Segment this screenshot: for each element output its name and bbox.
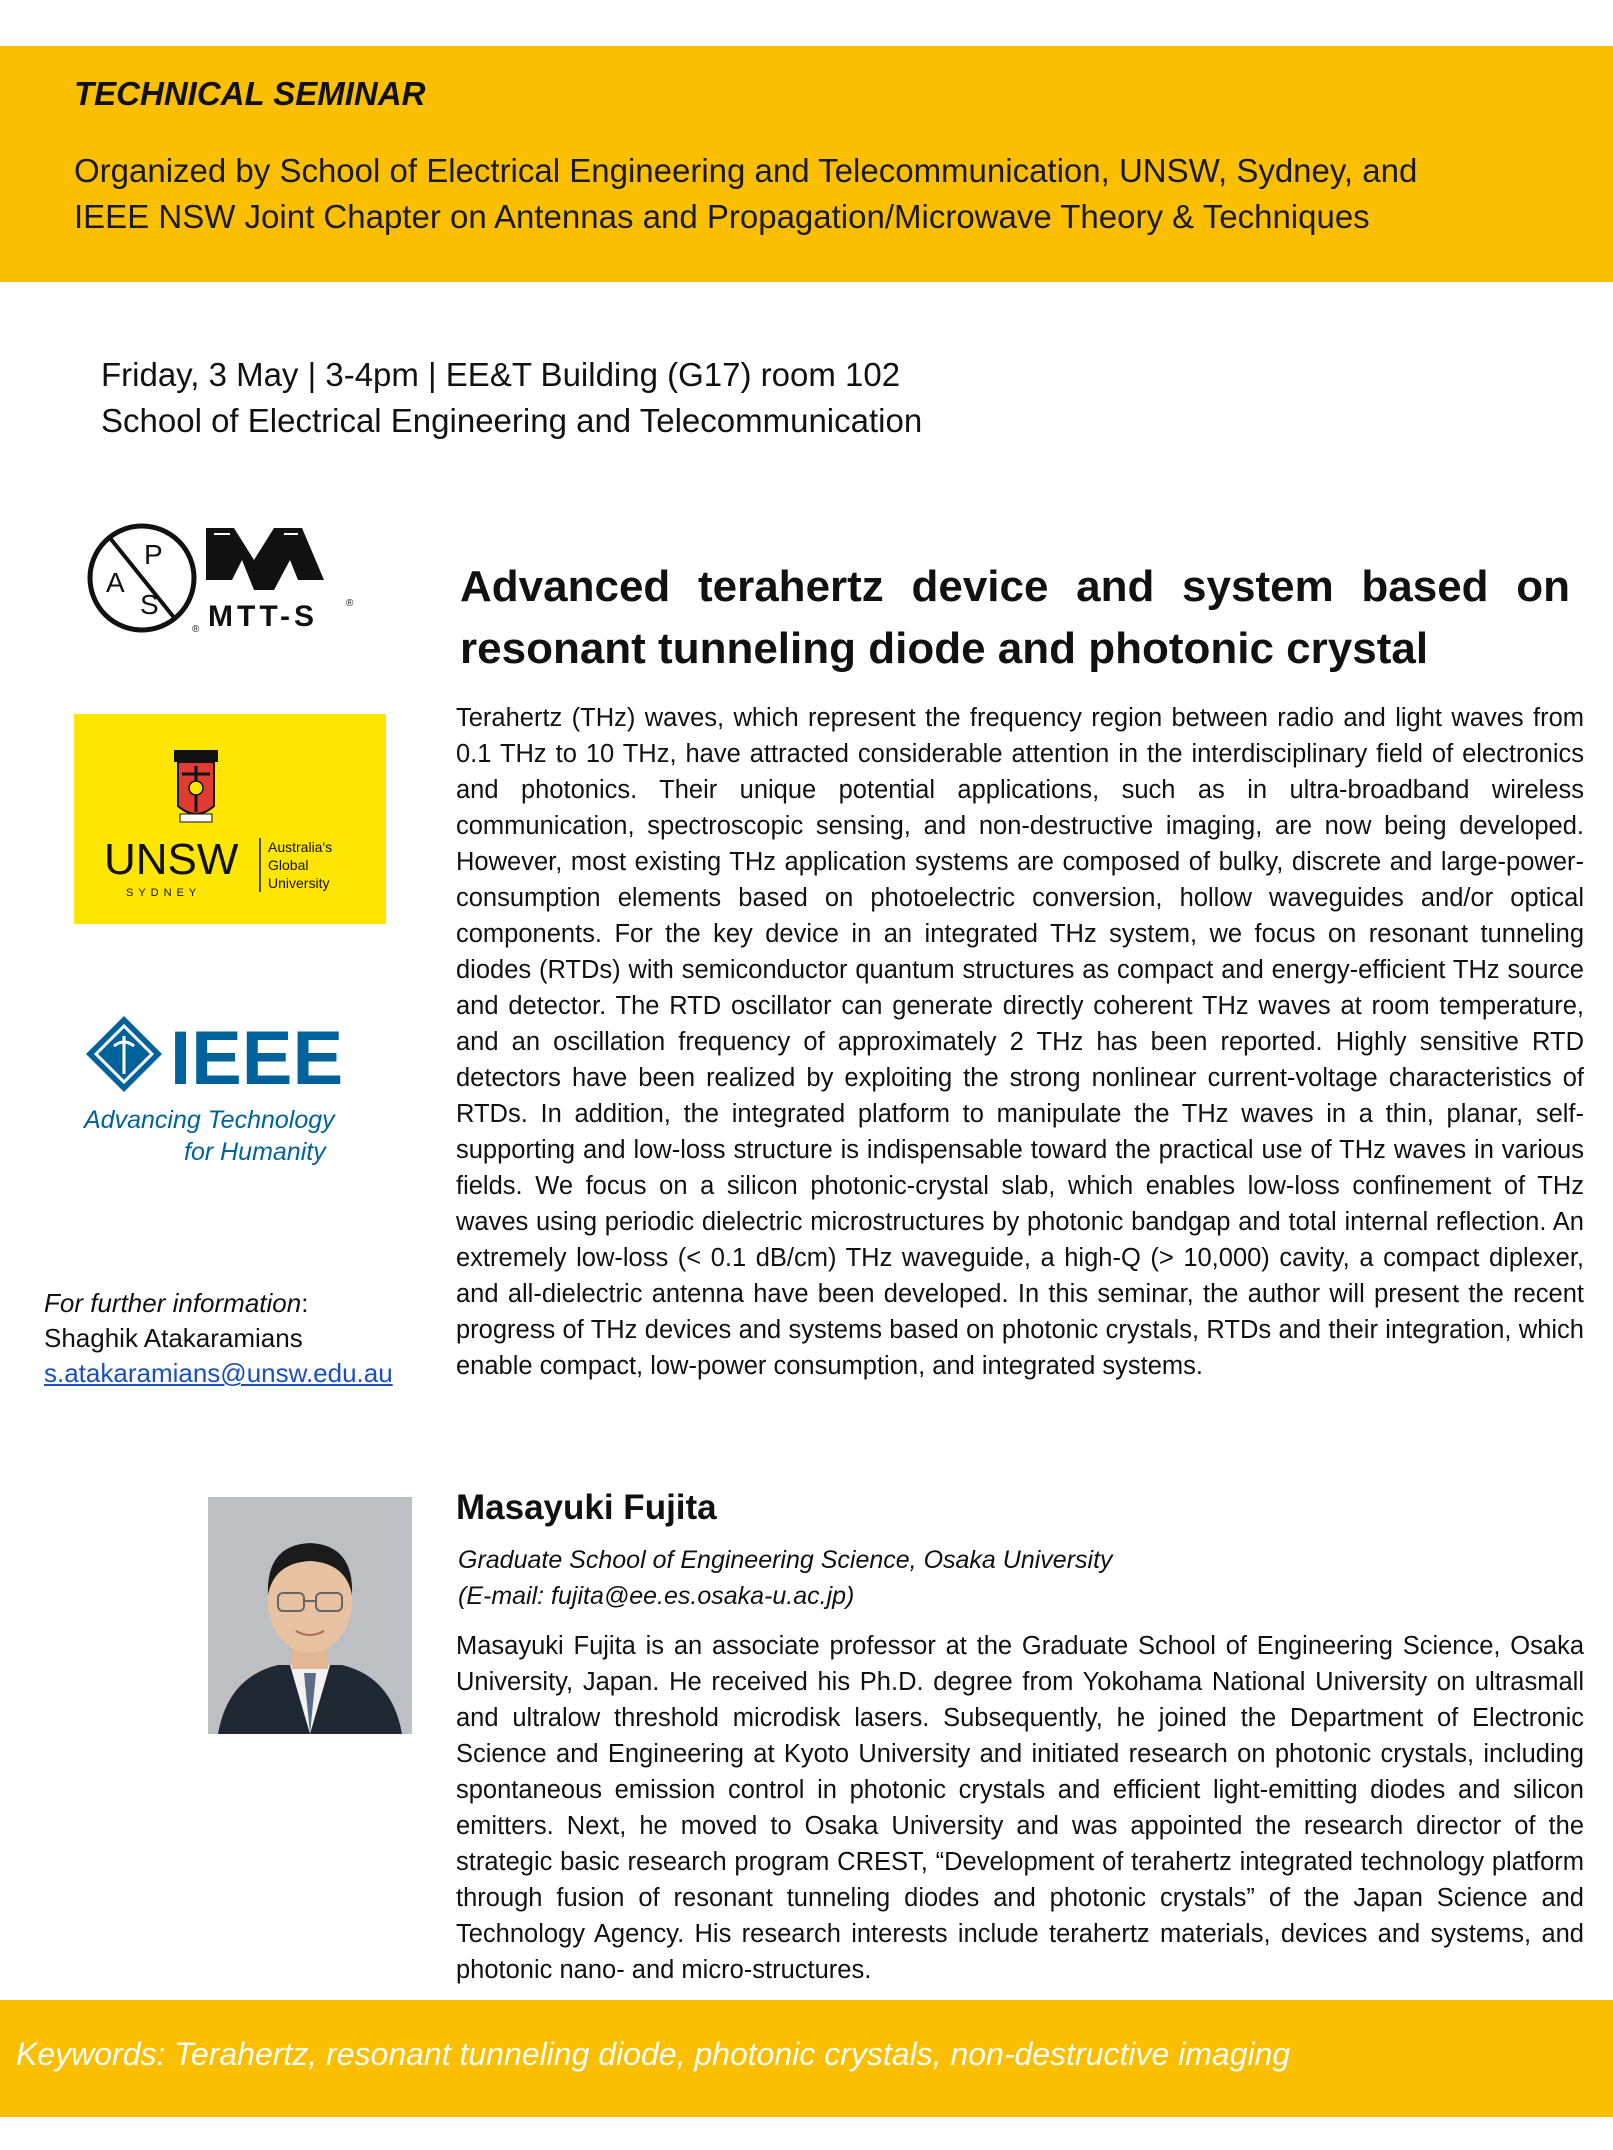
talk-abstract: Terahertz (THz) waves, which represent the frequency region between radio and light waves from 0.1 THz to 10 THz, have attracted considerable attention in the interdisciplinary field of electronics and photonics. Their unique potential applications, such as in ultra-broadband wireless communication, spectroscopic sensing, and non-destructive imaging, are now being developed. However, most existing THz application systems are composed of bulky, discrete and large-power-consumption elements based on photoelectric conversion, hollow waveguides and/or optical components. For the key device in an integrated THz system, we focus on resonant tunneling diodes (RTDs) with semiconductor quantum structures as compact and energy-efficient THz source and detector. The RTD oscillator can generate directly coherent THz waves at room temperature, and an oscillation frequency of approximately 2 THz has been reported. Highly sensitive RTD detectors have been realized by exploiting the strong nonlinear current-voltage characteristics of RTDs. In addition, the integrated platform to manipulate the THz waves in a thin, planar, self-supporting and low-loss structure is indispensable toward the practical use of THz waves in various fields. We focus on a silicon photonic-crystal slab, which enables low-loss confinement of THz waves using periodic dielectric microstructures by photonic bandgap and total internal reflection. An extremely low-loss (< 0.1 dB/cm) THz waveguide, a high-Q (> 10,000) cavity, a compact diplexer, and all-dielectric antenna have been developed. In this seminar, the author will present the recent progress of THz devices and systems based on photonic crystals, RTDs and their integration, which enable compact, low-power consumption, and integrated systems. <box>456 704 1584 1380</box>
contact-label: For further information <box>44 1288 302 1318</box>
unsw-tagline-1: Australia's <box>268 839 333 855</box>
organizer-line-1: Organized by School of Electrical Engineering and Telecommunication, UNSW, Sydney, and <box>74 152 1418 189</box>
aps-letter-p: P <box>144 539 163 570</box>
ieee-wordmark: IEEE <box>170 1016 344 1101</box>
aps-logo <box>90 526 200 635</box>
aps-mtts-logo <box>84 520 384 640</box>
ieee-logo <box>82 1010 382 1170</box>
speaker-name: Masayuki Fujita <box>456 1488 717 1527</box>
unsw-tagline-2: Global <box>268 857 309 873</box>
svg-text:®: ® <box>192 624 200 635</box>
mtts-logo <box>206 528 354 633</box>
event-datetime-location: Friday, 3 May | 3-4pm | EE&T Building (G17) room 102 <box>101 356 901 393</box>
unsw-sydney: SYDNEY <box>126 887 202 899</box>
organizer-text <box>74 148 1574 240</box>
ieee-diamond-icon <box>86 1016 162 1092</box>
keywords: Keywords: Terahertz, resonant tunneling diode, photonic crystals, non-destructive imaging <box>16 2036 1291 2072</box>
unsw-tagline-3: University <box>268 875 330 891</box>
aps-letter-a: A <box>106 567 125 598</box>
contact-info: For further information: Shaghik Atakaramians s.atakaramians@unsw.edu.au <box>44 1286 444 1391</box>
unsw-logo <box>74 714 386 924</box>
contact-name: Shaghik Atakaramians <box>44 1323 303 1353</box>
event-school: School of Electrical Engineering and Telecommunication <box>101 402 923 439</box>
aps-letter-s: S <box>140 589 159 620</box>
ieee-tagline-1: Advancing Technology <box>84 1106 335 1134</box>
svg-text:®: ® <box>346 598 354 609</box>
speaker-affiliation: Graduate School of Engineering Science, Osaka University <box>458 1546 1113 1574</box>
speaker-email: (E-mail: fujita@ee.es.osaka-u.ac.jp) <box>458 1582 855 1610</box>
ieee-tagline-2: for Humanity <box>184 1138 326 1166</box>
speaker-affiliation-block <box>458 1542 1558 1614</box>
unsw-wordmark: UNSW <box>104 835 239 884</box>
talk-title: Advanced terahertz device and system based on resonant tunneling diode and photonic crystal <box>460 562 1570 673</box>
contact-email-link[interactable]: s.atakaramians@unsw.edu.au <box>44 1358 393 1388</box>
unsw-crest-icon <box>174 750 218 822</box>
mtts-text: MTT-S <box>208 600 318 633</box>
unsw-logo-graphic <box>74 714 386 924</box>
speaker-photo <box>208 1497 412 1734</box>
speaker-bio: Masayuki Fujita is an associate professor at the Graduate School of Engineering Science, Osaka University, Japan. He received his Ph.D. degree from Yokohama National University on ultrasmall and ultralow threshold microdisk lasers. Subsequently, he joined the Department of Electronic Science and Engineering at Kyoto University and initiated research on photonic crystals, including spontaneous emission control in photonic crystals and efficient light-emitting diodes and silicon emitters. Next, he moved to Osaka University and was appointed the research director of the strategic basic research program CREST, “Development of terahertz integrated technology platform through fusion of resonant tunneling diodes and photonic crystals” of the Japan Science and Technology Agency. His research interests include terahertz materials, devices and systems, and photonic nano- and micro-structures. <box>456 1632 1584 1984</box>
event-info <box>101 352 922 444</box>
organizer-line-2: IEEE NSW Joint Chapter on Antennas and Propagation/Microwave Theory & Techniques <box>74 198 1370 235</box>
seminar-label: TECHNICAL SEMINAR <box>74 75 426 112</box>
